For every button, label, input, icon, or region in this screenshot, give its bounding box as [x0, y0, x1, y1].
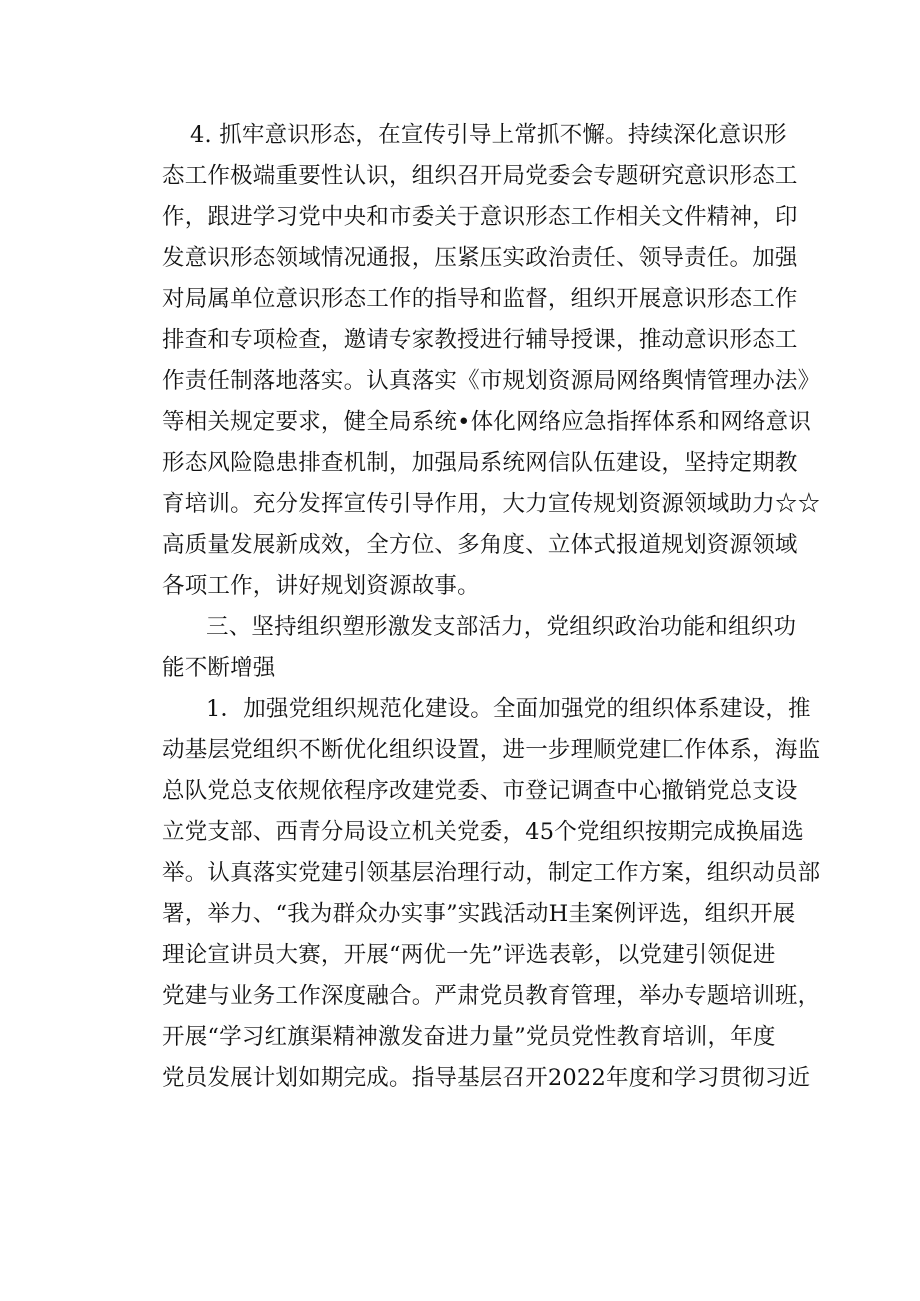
- section-heading-line: 三、坚持组织塑形激发支部活力，党组织政治功能和组织功: [206, 614, 797, 640]
- paragraph-line: 形态风险隐患排查机制，加强局系统网信队伍建设，坚持定期教: [162, 450, 798, 476]
- paragraph-line: 排查和专项检查，邀请专家教授进行辅导授课，推动意识形态工: [162, 327, 798, 353]
- paragraph-line: 动基层党组织不断优化组织设置，进一步理顺党建匚作体系，海监: [162, 737, 821, 763]
- section-heading-line: 能不断增强: [162, 655, 276, 681]
- paragraph-line: 高质量发展新成效，全方位、多角度、立体式报道规划资源领域: [162, 532, 798, 558]
- paragraph-line: 态工作极端重要性认识，组织召开局党委会专题研究意识形态工: [162, 163, 798, 189]
- paragraph-line: 党员发展计划如期完成。指导基层召开2022年度和学习贯彻习近: [162, 1065, 811, 1091]
- paragraph-line: 作，跟进学习党中央和市委关于意识形态工作相关文件精神，印: [162, 204, 798, 230]
- paragraph-line: 4. 抓牢意识形态，在宣传引导上常抓不懈。持续深化意识形: [190, 122, 787, 148]
- paragraph-line: 署，举力、“我为群众办实事”实践活动H圭案例评选，组织开展: [162, 901, 796, 927]
- paragraph-line: 各项工作，讲好规划资源故事。: [162, 573, 480, 599]
- document-body: [162, 115, 821, 1099]
- paragraph-line: 理论宣讲员大赛，开展“两优一先”评选表彰，以党建引领促进: [162, 942, 776, 968]
- paragraph-line: 举。认真落实党建引领基层治理行动，制定工作方案，组织动员部: [162, 860, 821, 886]
- paragraph-line: 党建与业务工作深度融合。严肃党员教育管理，举办专题培训班，: [162, 983, 821, 1009]
- paragraph-line: 立党支部、西青分局设立机关党委，45个党组织按期完成换届选: [162, 819, 804, 845]
- paragraph-line: 发意识形态领域情况通报，压紧压实政治责任、领导责任。加强: [162, 245, 798, 271]
- paragraph-line: 等相关规定要求，健全局系统•体化网络应急指挥体系和网络意识: [162, 409, 812, 435]
- paragraph-line: 开展“学习红旗渠精神激发奋进力量”党员党性教育培训，年度: [162, 1024, 776, 1050]
- paragraph-line: 总队党总支依规依程序改建党委、市登记调查中心撤销党总支设: [162, 778, 798, 804]
- paragraph-line: 作责任制落地落实。认真落实《市规划资源局网络舆情管理办法》: [162, 368, 821, 394]
- paragraph-line: 育培训。充分发挥宣传引导作用，大力宣传规划资源领域助力☆☆: [162, 491, 821, 517]
- paragraph-line: 1．加强党组织规范化建设。全面加强党的组织体系建设，推: [206, 696, 811, 722]
- paragraph-line: 对局属单位意识形态工作的指导和监督，组织开展意识形态工作: [162, 286, 798, 312]
